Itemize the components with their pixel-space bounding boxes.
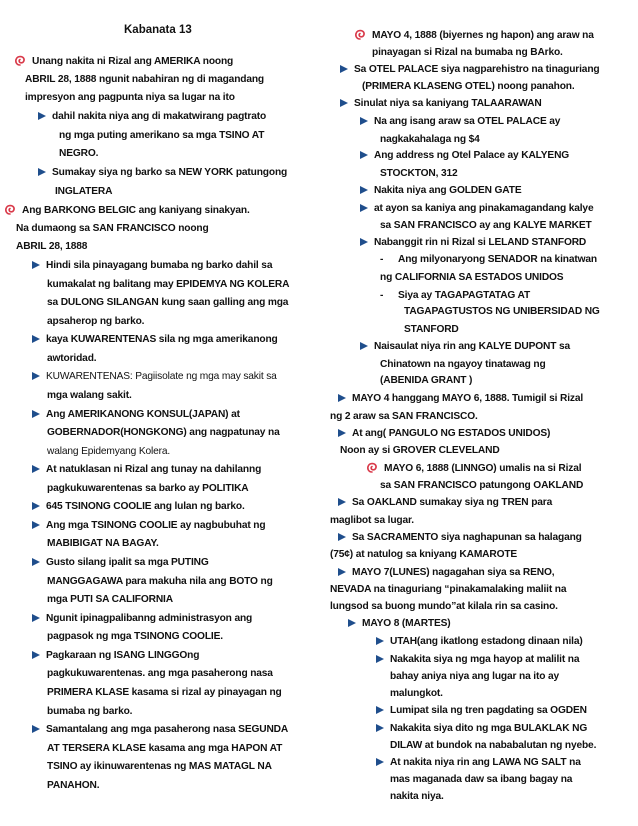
left-line-5 (59, 129, 264, 143)
left-line-text: INGLATERA (55, 186, 113, 197)
right-line-11 (360, 202, 593, 216)
left-line-26 (32, 519, 265, 533)
left-line-19 (47, 389, 132, 403)
right-line-14 (380, 253, 597, 267)
right-line-text: Ang address ng Otel Palace ay KALYENG (374, 150, 570, 161)
right-line-6 (360, 115, 560, 129)
right-line-text: DILAW at bundok na nababalutan ng nyebe. (390, 740, 597, 751)
left-line-11 (16, 240, 87, 254)
right-line-5 (340, 97, 542, 111)
right-line-text: Noon ay si GROVER CLEVELAND (340, 445, 500, 456)
left-line-12 (32, 259, 272, 273)
left-line-text: TSINO ay ikinuwarentenas ng MAS MATAGL NA (47, 761, 272, 772)
triangle-bullet-icon (38, 168, 46, 176)
right-line-text: MAYO 4, 1888 (biyernes ng hapon) ang araw na (372, 30, 594, 41)
triangle-bullet-icon (32, 614, 40, 622)
triangle-bullet-icon (338, 498, 346, 506)
left-line-text: bumaba ng barko. (47, 706, 133, 717)
right-line-text: TAGAPAGTUSTOS NG UNIBERSIDAD NG (404, 306, 600, 317)
swirl-bullet-icon (366, 461, 378, 473)
triangle-bullet-icon (338, 429, 346, 437)
right-line-text: Sa OTEL PALACE siya nagparehistro na tinaguriang (354, 64, 600, 75)
left-line-1 (14, 54, 233, 69)
left-line-text: PRIMERA KLASE kasama si rizal ay pinayagan ng (47, 687, 282, 698)
left-line-21 (47, 426, 280, 440)
right-line-text: mas maganada daw sa ibang bagay na (390, 774, 573, 785)
right-line-text: Nakakita siya ng mga hayop at malilit na (390, 654, 580, 665)
left-line-text: Unang nakita ni Rizal ang AMERIKA noong (32, 56, 234, 67)
right-line-text: (75¢) at natulog sa kniyang KAMAROTE (330, 549, 518, 560)
right-line-17 (404, 305, 600, 319)
right-line-20 (380, 358, 546, 372)
right-line-36 (376, 635, 583, 649)
right-line-text: maglibot sa lugar. (330, 515, 414, 526)
right-line-text: sa SAN FRANCISCO ay ang KALYE MARKET (380, 220, 592, 231)
right-line-7 (380, 133, 480, 147)
left-line-text: Na dumaong sa SAN FRANCISCO noong (16, 223, 209, 234)
left-line-text: GOBERNADOR(HONGKONG) ang nagpatunay na (47, 427, 280, 438)
swirl-bullet-icon (4, 203, 16, 215)
right-line-41 (376, 722, 587, 736)
left-line-27 (47, 537, 159, 551)
right-line-37 (376, 653, 579, 667)
right-line-34 (330, 600, 558, 614)
page-title: Kabanata 13 (124, 24, 192, 36)
triangle-bullet-icon (376, 724, 384, 732)
left-line-text: At natuklasan ni Rizal ang tunay na dahilanng (46, 464, 262, 475)
left-line-22 (47, 445, 170, 459)
right-line-text: at ayon sa kaniya ang pinakamagandang kalye (374, 203, 594, 214)
left-line-text: MABIBIGAT NA BAGAY. (47, 538, 159, 549)
right-line-39 (390, 687, 443, 701)
dash-bullet: - (380, 254, 384, 265)
right-line-text: lungsod sa buong mundo”at kilala rin sa casino. (330, 601, 558, 612)
right-line-22 (338, 392, 583, 406)
left-line-text: mga PUTI SA CALIFORNIA (47, 594, 173, 605)
left-line-text: mga walang sakit. (47, 390, 132, 401)
right-line-12 (380, 219, 592, 233)
left-line-35 (47, 686, 282, 700)
left-line-text: Ang mga TSINONG COOLIE ay nagbubuhat ng (46, 520, 266, 531)
swirl-bullet-icon (14, 54, 26, 66)
right-line-text: STOCKTON, 312 (380, 168, 458, 179)
right-line-text: MAYO 7(LUNES) nagagahan siya sa RENO, (352, 567, 555, 578)
left-line-text: Pagkaraan ng ISANG LINGGOng (46, 650, 200, 661)
left-line-31 (32, 612, 252, 626)
right-line-8 (360, 149, 569, 163)
right-line-text: At nakita niya rin ang LAWA NG SALT na (390, 757, 581, 768)
left-line-text: apsaherop ng barko. (47, 316, 145, 327)
right-line-text: Nabanggit rin ni Rizal si LELAND STANFORD (374, 237, 587, 248)
dash-bullet: - (380, 290, 384, 301)
left-line-28 (32, 556, 209, 570)
left-line-text: Ang AMERIKANONG KONSUL(JAPAN) at (46, 409, 240, 420)
left-line-text: ng mga puting amerikano sa mga TSINO AT (59, 130, 265, 141)
triangle-bullet-icon (32, 372, 40, 380)
left-line-text: sa DULONG SILANGAN kung saan galling ang mga (47, 297, 289, 308)
right-line-text: Na ang isang araw sa OTEL PALACE ay (374, 116, 561, 127)
triangle-bullet-icon (338, 568, 346, 576)
left-line-40 (47, 779, 99, 793)
right-line-text: NEVADA na tinaguriang “pinakamalaking maliit na (330, 584, 567, 595)
right-line-text: MAYO 8 (MARTES) (362, 618, 451, 629)
left-line-text: ABRIL 28, 1888 ngunit nabahiran ng di magandang (25, 74, 264, 85)
right-line-text: Ang milyonaryong SENADOR na kinatwan (398, 254, 597, 265)
right-line-text: Sa SACRAMENTO siya naghapunan sa halagang (352, 532, 582, 543)
left-line-text: Hindi sila pinayagang bumaba ng barko dahil sa (46, 260, 273, 271)
right-line-text: Siya ay TAGAPAGTATAG AT (398, 290, 531, 301)
left-line-13 (47, 278, 289, 292)
left-line-text: pagkukuwarentenas sa barko ay POLITIKA (47, 483, 249, 494)
right-line-text: (PRIMERA KLASENG OTEL) noong panahon. (362, 81, 575, 92)
left-line-33 (32, 649, 199, 663)
left-line-text: 645 TSINONG COOLIE ang lulan ng barko. (46, 501, 245, 512)
right-line-10 (360, 184, 521, 198)
right-line-44 (390, 773, 572, 787)
right-line-26 (366, 461, 581, 476)
left-line-text: AT TERSERA KLASE kasama ang mga HAPON AT (47, 743, 283, 754)
left-line-text: Samantalang ang mga pasaherong nasa SEGUNDA (46, 724, 289, 735)
right-line-21 (380, 374, 472, 388)
right-line-16 (380, 289, 530, 303)
right-line-43 (376, 756, 581, 770)
left-line-text: awtoridad. (47, 353, 97, 364)
left-line-14 (47, 296, 288, 310)
triangle-bullet-icon (38, 112, 46, 120)
triangle-bullet-icon (340, 65, 348, 73)
triangle-bullet-icon (376, 655, 384, 663)
right-line-text: sa SAN FRANCISCO patungong OAKLAND (380, 480, 584, 491)
left-line-text: NEGRO. (59, 148, 99, 159)
triangle-bullet-icon (340, 99, 348, 107)
right-line-25 (340, 444, 500, 458)
right-line-text: pinayagan si Rizal na bumaba ng BArko. (372, 47, 563, 58)
triangle-bullet-icon (32, 465, 40, 473)
right-line-text: bahay aniya niya ang lugar na ito ay (390, 671, 559, 682)
left-line-text: pagpasok ng mga TSINONG COOLIE. (47, 631, 223, 642)
right-line-text: UTAH(ang ikatlong estadong dinaan nila) (390, 636, 583, 647)
right-line-text: (ABENIDA GRANT ) (380, 375, 473, 386)
right-line-15 (380, 271, 563, 285)
right-line-text: Naisaulat niya rin ang KALYE DUPONT sa (374, 341, 571, 352)
left-line-text: pagkukuwarentenas. ang mga pasaherong nasa (47, 668, 273, 679)
triangle-bullet-icon (360, 151, 368, 159)
left-line-text: impresyon ang pagpunta niya sa lugar na ito (25, 92, 235, 103)
triangle-bullet-icon (32, 521, 40, 529)
right-line-text: malungkot. (390, 688, 443, 699)
triangle-bullet-icon (32, 651, 40, 659)
left-line-9 (4, 203, 250, 218)
right-line-23 (330, 410, 478, 424)
triangle-bullet-icon (376, 706, 384, 714)
left-line-37 (32, 723, 288, 737)
triangle-bullet-icon (348, 619, 356, 627)
right-line-9 (380, 167, 458, 181)
triangle-bullet-icon (32, 261, 40, 269)
right-line-text: Lumipat sila ng tren pagdating sa OGDEN (390, 705, 587, 716)
right-line-33 (330, 583, 566, 597)
left-line-10 (16, 222, 209, 236)
right-line-text: Sinulat niya sa kaniyang TALAARAWAN (354, 98, 542, 109)
triangle-bullet-icon (32, 725, 40, 733)
right-line-text: nagkakahalaga ng $4 (380, 134, 480, 145)
triangle-bullet-icon (32, 410, 40, 418)
left-line-15 (47, 315, 144, 329)
left-line-text: Sumakay siya ng barko sa NEW YORK patungong (52, 167, 288, 178)
left-line-24 (47, 482, 249, 496)
right-line-19 (360, 340, 570, 354)
left-line-8 (55, 185, 112, 199)
left-line-20 (32, 408, 240, 422)
left-line-30 (47, 593, 173, 607)
left-line-34 (47, 667, 273, 681)
right-line-24 (338, 427, 550, 441)
triangle-bullet-icon (360, 186, 368, 194)
left-line-25 (32, 500, 245, 514)
left-line-text: kumakalat ng balitang may EPIDEMYA NG KOLERA (47, 279, 290, 290)
right-line-text: ng CALIFORNIA SA ESTADOS UNIDOS (380, 272, 564, 283)
left-line-23 (32, 463, 261, 477)
left-line-17 (47, 352, 96, 366)
left-line-text: Gusto silang ipalit sa mga PUTING (46, 557, 209, 568)
left-line-32 (47, 630, 223, 644)
triangle-bullet-icon (32, 558, 40, 566)
right-line-text: Nakita niya ang GOLDEN GATE (374, 185, 522, 196)
right-line-29 (330, 514, 414, 528)
triangle-bullet-icon (360, 238, 368, 246)
left-line-36 (47, 705, 132, 719)
right-line-31 (330, 548, 517, 562)
left-line-18 (32, 370, 277, 384)
triangle-bullet-icon (360, 204, 368, 212)
left-line-text: Ang BARKONG BELGIC ang kaniyang sinakyan. (22, 205, 250, 216)
left-line-text: PANAHON. (47, 780, 100, 791)
left-line-text: dahil nakita niya ang di makatwirang pagtrato (52, 111, 267, 122)
left-line-7 (38, 166, 287, 180)
left-line-4 (38, 110, 266, 124)
right-line-text: Chinatown na ngayoy tinatawag ng (380, 359, 546, 370)
right-line-32 (338, 566, 554, 580)
right-line-3 (340, 63, 599, 77)
right-line-text: ng 2 araw sa SAN FRANCISCO. (330, 411, 478, 422)
left-line-text: walang Epidemyang Kolera. (47, 446, 171, 457)
right-line-27 (380, 479, 583, 493)
right-line-text: nakita niya. (390, 791, 444, 802)
left-line-3 (25, 91, 235, 105)
right-line-40 (376, 704, 587, 718)
left-line-6 (59, 147, 98, 161)
swirl-bullet-icon (354, 28, 366, 40)
triangle-bullet-icon (32, 502, 40, 510)
left-line-text: Ngunit ipinagpalibanng administrasyon ang (46, 613, 253, 624)
right-line-text: MAYO 4 hanggang MAYO 6, 1888. Tumigil si Rizal (352, 393, 584, 404)
right-line-text: Sa OAKLAND sumakay siya ng TREN para (352, 497, 553, 508)
triangle-bullet-icon (376, 758, 384, 766)
right-line-text: Nakakita siya dito ng mga BULAKLAK NG (390, 723, 588, 734)
left-line-29 (47, 575, 273, 589)
left-line-38 (47, 742, 282, 756)
triangle-bullet-icon (360, 342, 368, 350)
left-line-2 (25, 73, 264, 87)
right-line-30 (338, 531, 582, 545)
left-line-16 (32, 333, 278, 347)
left-line-39 (47, 760, 272, 774)
triangle-bullet-icon (32, 335, 40, 343)
right-line-38 (390, 670, 559, 684)
triangle-bullet-icon (360, 117, 368, 125)
left-line-text: ABRIL 28, 1888 (16, 241, 88, 252)
right-line-45 (390, 790, 444, 804)
left-line-text: KUWARENTENAS: Pagiisolate ng mga may sakit sa (46, 371, 277, 382)
right-line-1 (354, 28, 594, 43)
right-line-42 (390, 739, 596, 753)
right-line-13 (360, 236, 586, 250)
left-line-text: MANGGAGAWA para makuha nila ang BOTO ng (47, 576, 273, 587)
right-line-4 (362, 80, 575, 94)
left-line-text: kaya KUWARENTENAS sila ng mga amerikanong (46, 334, 278, 345)
right-line-18 (404, 323, 459, 337)
triangle-bullet-icon (338, 394, 346, 402)
right-line-text: MAYO 6, 1888 (LINNGO) umalis na si Rizal (384, 463, 582, 474)
triangle-bullet-icon (338, 533, 346, 541)
right-line-35 (348, 617, 451, 631)
right-line-2 (372, 46, 563, 60)
right-line-28 (338, 496, 552, 510)
right-line-text: At ang( PANGULO NG ESTADOS UNIDOS) (352, 428, 551, 439)
right-line-text: STANFORD (404, 324, 459, 335)
triangle-bullet-icon (376, 637, 384, 645)
